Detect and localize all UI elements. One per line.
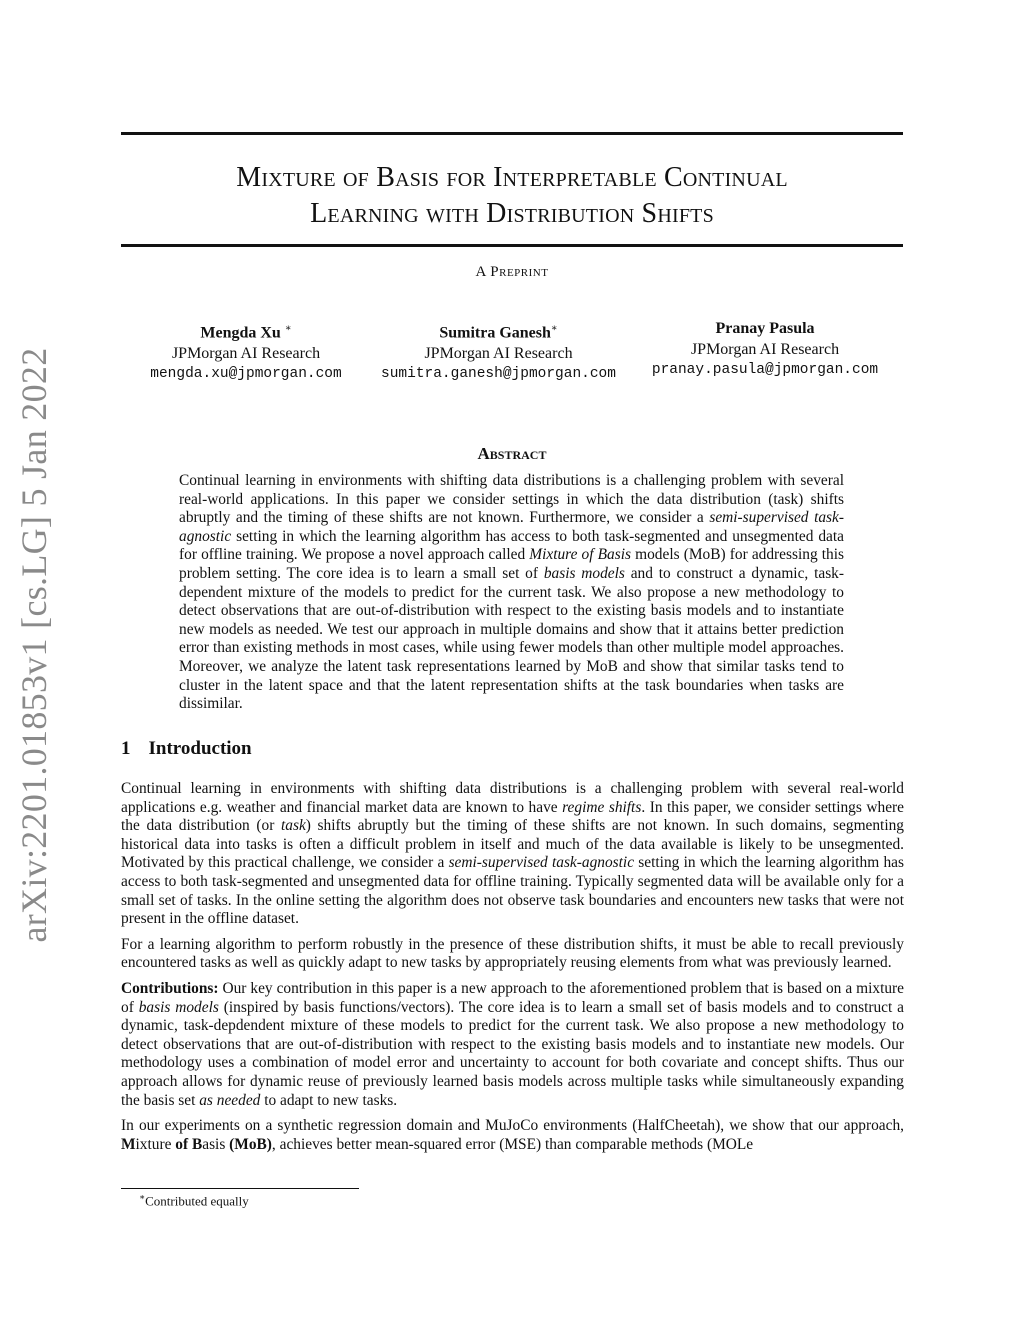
paragraph-contributions: Contributions: Our key contribution in this paper is a new approach to the aforementioned problem that is based on a mixture of basis models (inspired by basis functions/vectors). The core idea is to learn a small set of basis models and to construct a dynamic, task-depdendent mixture of these models to predict for the current task. We also propose a new methodology to detect observations that are out-of-distribution with respect to the existing basis models and to instantiate new models. Our methodology uses a combination of model error and uncertainty to account for both covariate and concept shifts. Thus our approach allows for dynamic reuse of previously learned basis models across multiple tasks while simultaneously expanding the basis set as needed to adapt to new tasks. bbox=[121, 979, 904, 1109]
title-line-2: Learning with Distribution Shifts bbox=[310, 198, 714, 229]
author-2 bbox=[376, 318, 621, 385]
author-1 bbox=[131, 318, 361, 385]
abstract-heading: Abstract bbox=[477, 444, 547, 463]
author-3 bbox=[651, 318, 879, 381]
author-email: sumitra.ganesh@jpmorgan.com bbox=[381, 366, 616, 383]
section-title: Introduction bbox=[148, 738, 252, 759]
footnote-text: Contributed equally bbox=[145, 1193, 249, 1209]
paragraph-2: For a learning algorithm to perform robustly in the presence of these distribution shifts, it must be able to recall previously encountered tasks as well as quickly adapt to new tasks by appropriately reusing elements from what was previously learned. bbox=[121, 935, 904, 972]
author-name: Pranay Pasula bbox=[715, 320, 815, 337]
paragraph-1: Continual learning in environments with shifting data distributions is a challenging problem with several real-world applications e.g. weather and financial market data are known to have regime shifts. In this paper, we consider settings where the data distribution (or task) shifts abruptly but the timing of these shifts are not known. In such domains, segmenting historical data into tasks is often a difficult problem in itself and much of the data available is likely to be unsegmented. Motivated by this practical challenge, we consider a semi-supervised task-agnostic setting in which the learning algorithm has access to both task-segmented and unsegmented data for offline training. Typically segmented data will be available only for a small set of tasks. In the online setting the algorithm does not observe task boundaries and encounters new tasks that were not present in the offline dataset. bbox=[121, 780, 905, 928]
abstract-text: Continual learning in environments with shifting data distributions is a challenging problem with several real-world applications. In this paper we consider settings in which the data distribution (task) shifts abruptly and the timing of these shifts are not known. Furthermore, we consider a semi-supervised task-agnostic setting in which the learning algorithm has access to both task-segmented and unsegmented data for offline training. We propose a novel approach called Mixture of Basis models (MoB) for addressing this problem setting. The core idea is to learn a small set of basis models and to construct a dynamic, task-dependent mixture of the models to predict for the current task. We also propose a new methodology to detect observations that are out-of-distribution with respect to the existing basis models and to instantiate new models as needed. We test our approach in multiple domains and show that it attains better prediction error than existing methods in most cases, while using fewer models than other multiple model approaches. Moreover, we analyze the latent task representations learned by MoB and show that similar tasks tend to cluster in the latent space and that the latent representation shifts at the task boundaries when tasks are dissimilar. bbox=[179, 472, 845, 713]
footnote-rule bbox=[121, 1188, 359, 1189]
footnote bbox=[139, 1192, 249, 1209]
section-number: 1 bbox=[121, 738, 131, 759]
author-affiliation: JPMorgan AI Research bbox=[424, 345, 573, 363]
author-affiliation: JPMorgan AI Research bbox=[690, 341, 840, 358]
title-bottom-rule bbox=[121, 244, 903, 247]
paper-title bbox=[121, 160, 903, 232]
title-line-1: Mixture of Basis for Interpretable Continual bbox=[236, 162, 788, 193]
footnote-mark: ∗ bbox=[139, 1192, 146, 1202]
introduction-body bbox=[121, 780, 904, 1161]
author-email: pranay.pasula@jpmorgan.com bbox=[651, 362, 879, 378]
author-email: mengda.xu@jpmorgan.com bbox=[150, 366, 342, 383]
author-name: Mengda Xu bbox=[200, 324, 281, 342]
preprint-label: A Preprint bbox=[475, 264, 549, 280]
equal-contribution-mark: ∗ bbox=[284, 323, 292, 334]
section-heading-introduction bbox=[121, 738, 252, 760]
author-affiliation: JPMorgan AI Research bbox=[171, 345, 321, 363]
title-top-rule bbox=[121, 132, 903, 135]
equal-contribution-mark: ∗ bbox=[550, 323, 558, 334]
author-block bbox=[121, 318, 903, 388]
arxiv-stamp-text: arXiv:2201.01853v1 [cs.LG] 5 Jan 2022 bbox=[14, 347, 54, 943]
paragraph-4: In our experiments on a synthetic regression domain and MuJoCo environments (HalfCheetah), we show that our approach, Mixture of Basis (MoB), achieves better mean-squared error (MSE) than comparable methods (MOLe bbox=[121, 1117, 904, 1153]
author-name: Sumitra Ganesh bbox=[439, 324, 551, 342]
